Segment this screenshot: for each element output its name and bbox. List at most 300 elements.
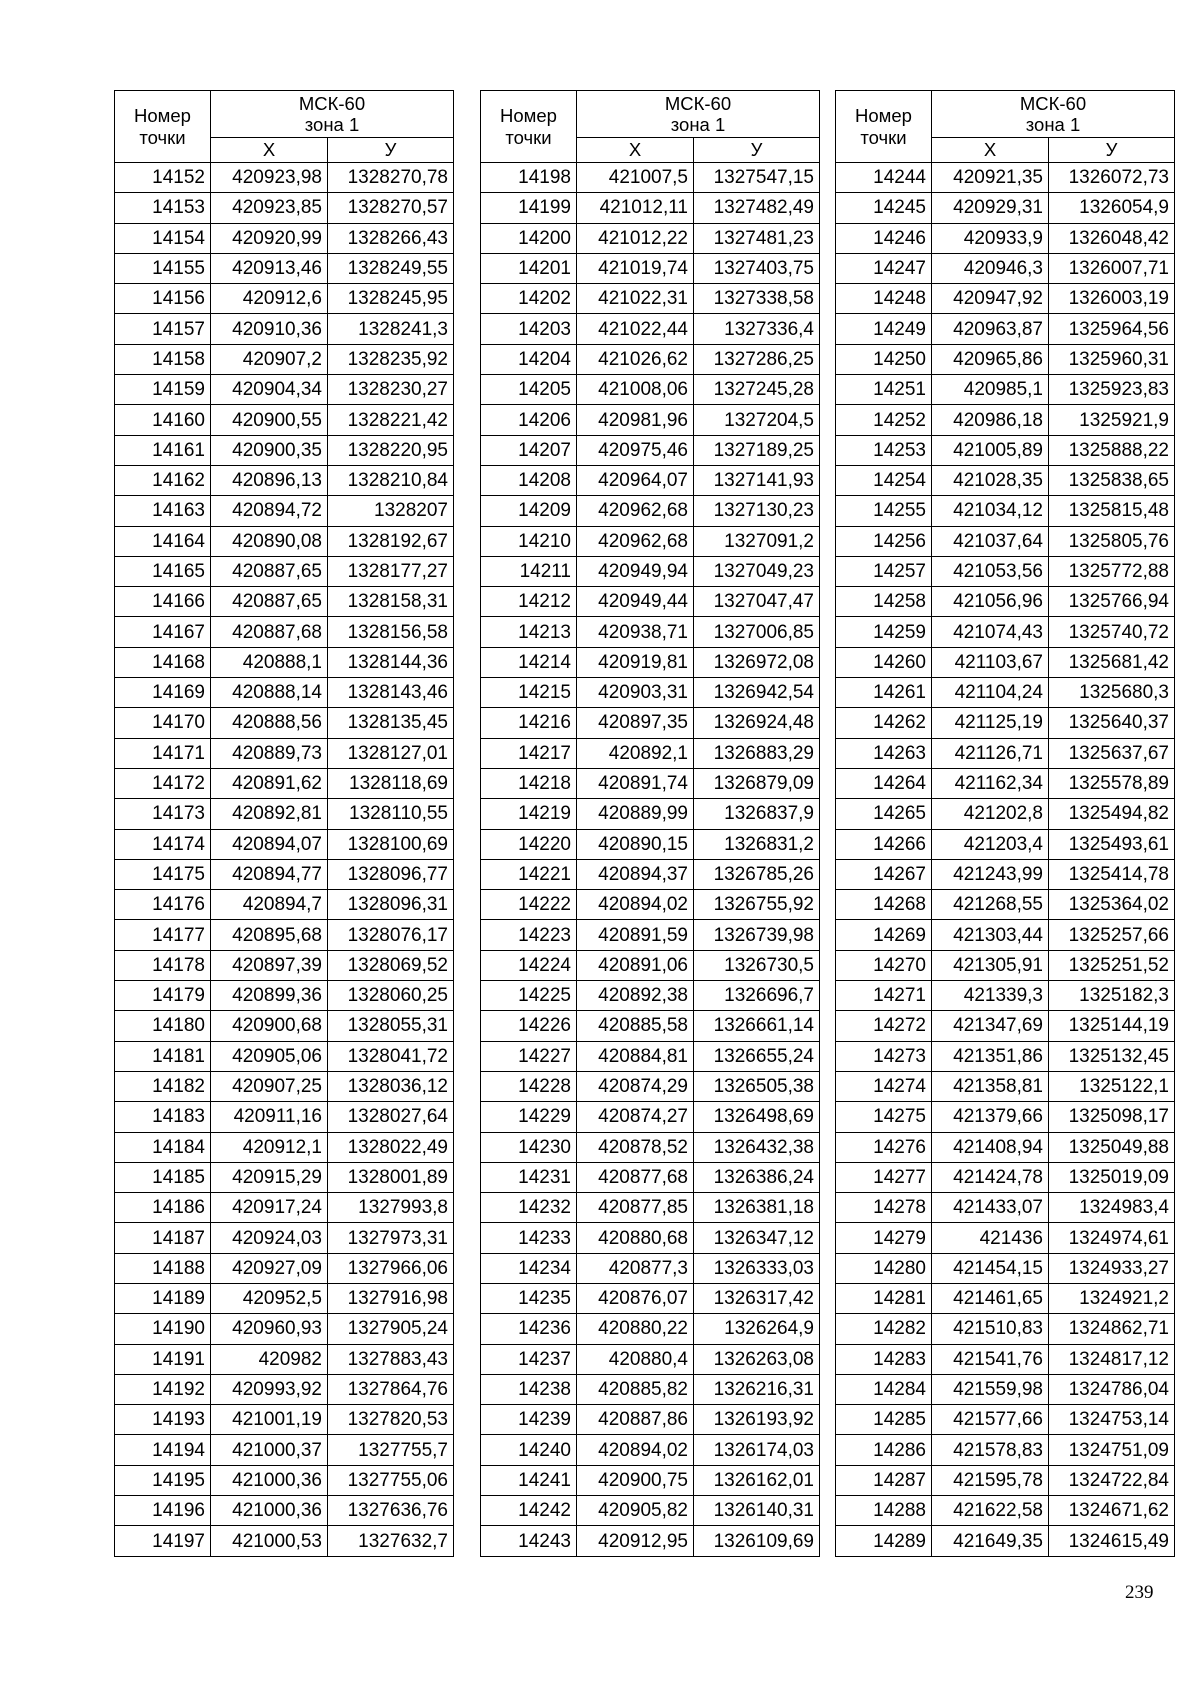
y-coordinate-cell: 1326661,14 xyxy=(694,1011,820,1041)
y-coordinate-cell: 1327338,58 xyxy=(694,284,820,314)
x-coordinate-cell: 420986,18 xyxy=(932,405,1049,435)
x-coordinate-cell: 421339,3 xyxy=(932,981,1049,1011)
point-number-cell: 14273 xyxy=(836,1041,932,1071)
y-coordinate-cell: 1327632,7 xyxy=(328,1526,454,1556)
point-number-cell: 14252 xyxy=(836,405,932,435)
y-coordinate-cell: 1328118,69 xyxy=(328,768,454,798)
y-coordinate-cell: 1326655,24 xyxy=(694,1041,820,1071)
table-row xyxy=(115,405,454,435)
x-coordinate-cell: 421037,64 xyxy=(932,526,1049,556)
x-coordinate-cell: 421577,66 xyxy=(932,1405,1049,1435)
x-coordinate-cell: 420993,92 xyxy=(211,1374,328,1404)
point-number-cell: 14239 xyxy=(481,1405,577,1435)
y-coordinate-cell: 1326837,9 xyxy=(694,799,820,829)
table-row xyxy=(481,1435,820,1465)
x-coordinate-cell: 421578,83 xyxy=(932,1435,1049,1465)
point-number-cell: 14219 xyxy=(481,799,577,829)
x-coordinate-cell: 420891,59 xyxy=(577,920,694,950)
point-number-cell: 14221 xyxy=(481,859,577,889)
page-number: 239 xyxy=(1125,1582,1154,1603)
x-coordinate-cell: 420985,1 xyxy=(932,375,1049,405)
x-coordinate-cell: 420880,22 xyxy=(577,1314,694,1344)
table-row xyxy=(481,708,820,738)
table-row xyxy=(481,1253,820,1283)
table-row xyxy=(481,617,820,647)
table-row xyxy=(836,950,1175,980)
table-row xyxy=(481,375,820,405)
x-coordinate-cell: 420880,4 xyxy=(577,1344,694,1374)
point-number-cell: 14243 xyxy=(481,1526,577,1556)
table-row xyxy=(836,1496,1175,1526)
y-coordinate-cell: 1325923,83 xyxy=(1049,375,1175,405)
x-coordinate-cell: 421424,78 xyxy=(932,1162,1049,1192)
table-row xyxy=(115,678,454,708)
x-coordinate-cell: 420897,39 xyxy=(211,950,328,980)
table-row xyxy=(836,981,1175,1011)
point-number-cell: 14175 xyxy=(115,859,211,889)
x-coordinate-cell: 421162,34 xyxy=(932,768,1049,798)
y-coordinate-cell: 1324933,27 xyxy=(1049,1253,1175,1283)
y-coordinate-cell: 1326498,69 xyxy=(694,1102,820,1132)
point-number-cell: 14197 xyxy=(115,1526,211,1556)
x-coordinate-cell: 420887,68 xyxy=(211,617,328,647)
y-coordinate-cell: 1328235,92 xyxy=(328,344,454,374)
y-coordinate-cell: 1325815,48 xyxy=(1049,496,1175,526)
y-coordinate-cell: 1325182,3 xyxy=(1049,981,1175,1011)
table-row xyxy=(115,1071,454,1101)
table-row xyxy=(481,890,820,920)
table-row xyxy=(115,344,454,374)
table-row xyxy=(836,768,1175,798)
y-coordinate-cell: 1328221,42 xyxy=(328,405,454,435)
table-row xyxy=(115,1526,454,1556)
x-coordinate-cell: 421022,31 xyxy=(577,284,694,314)
y-coordinate-cell: 1327820,53 xyxy=(328,1405,454,1435)
y-coordinate-cell: 1327047,47 xyxy=(694,587,820,617)
y-coordinate-cell: 1327973,31 xyxy=(328,1223,454,1253)
point-number-cell: 14257 xyxy=(836,556,932,586)
y-coordinate-cell: 1328156,58 xyxy=(328,617,454,647)
x-coordinate-cell: 420912,95 xyxy=(577,1526,694,1556)
point-number-cell: 14244 xyxy=(836,163,932,193)
x-coordinate-cell: 420938,71 xyxy=(577,617,694,647)
table-row xyxy=(836,1344,1175,1374)
point-number-cell: 14187 xyxy=(115,1223,211,1253)
point-number-cell: 14155 xyxy=(115,253,211,283)
y-coordinate-cell: 1327905,24 xyxy=(328,1314,454,1344)
x-coordinate-cell: 421436 xyxy=(932,1223,1049,1253)
table-row xyxy=(481,1071,820,1101)
x-coordinate-cell: 420876,07 xyxy=(577,1283,694,1313)
x-coordinate-cell: 420888,1 xyxy=(211,647,328,677)
point-number-cell: 14166 xyxy=(115,587,211,617)
x-coordinate-cell: 421559,98 xyxy=(932,1374,1049,1404)
y-coordinate-cell: 1326730,5 xyxy=(694,950,820,980)
table-row xyxy=(481,193,820,223)
x-coordinate-cell: 420892,81 xyxy=(211,799,328,829)
table-row xyxy=(481,1132,820,1162)
point-number-cell: 14262 xyxy=(836,708,932,738)
x-coordinate-cell: 420889,99 xyxy=(577,799,694,829)
table-row xyxy=(481,647,820,677)
table-row xyxy=(115,1283,454,1313)
point-number-cell: 14172 xyxy=(115,768,211,798)
table-row xyxy=(836,1132,1175,1162)
table-row xyxy=(115,799,454,829)
point-number-cell: 14233 xyxy=(481,1223,577,1253)
table-row xyxy=(481,1162,820,1192)
point-number-cell: 14191 xyxy=(115,1344,211,1374)
y-coordinate-cell: 1326785,26 xyxy=(694,859,820,889)
x-coordinate-cell: 420892,1 xyxy=(577,738,694,768)
table-row xyxy=(115,1223,454,1253)
table-row xyxy=(836,526,1175,556)
point-number-cell: 14246 xyxy=(836,223,932,253)
table-row xyxy=(115,617,454,647)
table-row xyxy=(481,1011,820,1041)
table-row xyxy=(836,1526,1175,1556)
table-row xyxy=(836,556,1175,586)
y-coordinate-cell: 1326109,69 xyxy=(694,1526,820,1556)
point-number-cell: 14192 xyxy=(115,1374,211,1404)
y-coordinate-cell: 1325964,56 xyxy=(1049,314,1175,344)
table-row xyxy=(836,678,1175,708)
point-number-cell: 14189 xyxy=(115,1283,211,1313)
x-coordinate-cell: 421007,5 xyxy=(577,163,694,193)
header-point-number: Номер точки xyxy=(481,91,577,163)
table-row xyxy=(836,617,1175,647)
x-coordinate-cell: 421103,67 xyxy=(932,647,1049,677)
point-number-cell: 14180 xyxy=(115,1011,211,1041)
point-number-cell: 14210 xyxy=(481,526,577,556)
x-coordinate-cell: 421028,35 xyxy=(932,465,1049,495)
x-coordinate-cell: 420891,06 xyxy=(577,950,694,980)
x-coordinate-cell: 420885,58 xyxy=(577,1011,694,1041)
x-coordinate-cell: 420894,02 xyxy=(577,1435,694,1465)
table-row xyxy=(481,829,820,859)
x-coordinate-cell: 420892,38 xyxy=(577,981,694,1011)
header-x: Х xyxy=(932,138,1049,163)
table-row xyxy=(115,526,454,556)
x-coordinate-cell: 421305,91 xyxy=(932,950,1049,980)
y-coordinate-cell: 1328096,31 xyxy=(328,890,454,920)
point-number-cell: 14190 xyxy=(115,1314,211,1344)
y-coordinate-cell: 1325680,3 xyxy=(1049,678,1175,708)
x-coordinate-cell: 421358,81 xyxy=(932,1071,1049,1101)
y-coordinate-cell: 1327204,5 xyxy=(694,405,820,435)
y-coordinate-cell: 1326317,42 xyxy=(694,1283,820,1313)
y-coordinate-cell: 1325132,45 xyxy=(1049,1041,1175,1071)
point-number-cell: 14240 xyxy=(481,1435,577,1465)
x-coordinate-cell: 420912,6 xyxy=(211,284,328,314)
y-coordinate-cell: 1325888,22 xyxy=(1049,435,1175,465)
point-number-cell: 14164 xyxy=(115,526,211,556)
x-coordinate-cell: 421012,11 xyxy=(577,193,694,223)
table-row xyxy=(115,829,454,859)
y-coordinate-cell: 1327755,06 xyxy=(328,1465,454,1495)
y-coordinate-cell: 1327916,98 xyxy=(328,1283,454,1313)
table-row xyxy=(836,1405,1175,1435)
point-number-cell: 14217 xyxy=(481,738,577,768)
table-row xyxy=(836,1374,1175,1404)
table-row xyxy=(481,587,820,617)
point-number-cell: 14220 xyxy=(481,829,577,859)
table-row xyxy=(836,708,1175,738)
y-coordinate-cell: 1328207 xyxy=(328,496,454,526)
point-number-cell: 14195 xyxy=(115,1465,211,1495)
y-coordinate-cell: 1325681,42 xyxy=(1049,647,1175,677)
y-coordinate-cell: 1324751,09 xyxy=(1049,1435,1175,1465)
point-number-cell: 14176 xyxy=(115,890,211,920)
y-coordinate-cell: 1328027,64 xyxy=(328,1102,454,1132)
point-number-cell: 14231 xyxy=(481,1162,577,1192)
y-coordinate-cell: 1326505,38 xyxy=(694,1071,820,1101)
point-number-cell: 14268 xyxy=(836,890,932,920)
y-coordinate-cell: 1325805,76 xyxy=(1049,526,1175,556)
point-number-cell: 14271 xyxy=(836,981,932,1011)
table-row xyxy=(115,1496,454,1526)
table-row xyxy=(836,920,1175,950)
point-number-cell: 14193 xyxy=(115,1405,211,1435)
y-coordinate-cell: 1326003,19 xyxy=(1049,284,1175,314)
point-number-cell: 14275 xyxy=(836,1102,932,1132)
y-coordinate-cell: 1328220,95 xyxy=(328,435,454,465)
table-row xyxy=(836,1162,1175,1192)
x-coordinate-cell: 420890,08 xyxy=(211,526,328,556)
y-coordinate-cell: 1324921,2 xyxy=(1049,1283,1175,1313)
point-number-cell: 14160 xyxy=(115,405,211,435)
y-coordinate-cell: 1326263,08 xyxy=(694,1344,820,1374)
x-coordinate-cell: 421000,36 xyxy=(211,1496,328,1526)
point-number-cell: 14264 xyxy=(836,768,932,798)
x-coordinate-cell: 420874,29 xyxy=(577,1071,694,1101)
point-number-cell: 14218 xyxy=(481,768,577,798)
table-row xyxy=(836,1465,1175,1495)
x-coordinate-cell: 420920,99 xyxy=(211,223,328,253)
x-coordinate-cell: 420911,16 xyxy=(211,1102,328,1132)
y-coordinate-cell: 1326755,92 xyxy=(694,890,820,920)
point-number-cell: 14286 xyxy=(836,1435,932,1465)
y-coordinate-cell: 1326193,92 xyxy=(694,1405,820,1435)
y-coordinate-cell: 1326432,38 xyxy=(694,1132,820,1162)
point-number-cell: 14207 xyxy=(481,435,577,465)
y-coordinate-cell: 1328001,89 xyxy=(328,1162,454,1192)
point-number-cell: 14174 xyxy=(115,829,211,859)
point-number-cell: 14245 xyxy=(836,193,932,223)
y-coordinate-cell: 1327189,25 xyxy=(694,435,820,465)
table-row xyxy=(836,375,1175,405)
y-coordinate-cell: 1328266,43 xyxy=(328,223,454,253)
y-coordinate-cell: 1326048,42 xyxy=(1049,223,1175,253)
point-number-cell: 14247 xyxy=(836,253,932,283)
table-row xyxy=(115,496,454,526)
y-coordinate-cell: 1327481,23 xyxy=(694,223,820,253)
point-number-cell: 14253 xyxy=(836,435,932,465)
x-coordinate-cell: 421104,24 xyxy=(932,678,1049,708)
table-row xyxy=(836,314,1175,344)
table-row xyxy=(115,465,454,495)
y-coordinate-cell: 1325960,31 xyxy=(1049,344,1175,374)
point-number-cell: 14204 xyxy=(481,344,577,374)
point-number-cell: 14241 xyxy=(481,1465,577,1495)
y-coordinate-cell: 1327141,93 xyxy=(694,465,820,495)
point-number-cell: 14154 xyxy=(115,223,211,253)
table-row xyxy=(481,768,820,798)
y-coordinate-cell: 1326381,18 xyxy=(694,1193,820,1223)
point-number-cell: 14229 xyxy=(481,1102,577,1132)
y-coordinate-cell: 1328158,31 xyxy=(328,587,454,617)
point-number-cell: 14188 xyxy=(115,1253,211,1283)
point-number-cell: 14186 xyxy=(115,1193,211,1223)
header-coordinate-system: МСК-60 зона 1 xyxy=(932,91,1175,138)
point-number-cell: 14277 xyxy=(836,1162,932,1192)
table-row xyxy=(115,920,454,950)
y-coordinate-cell: 1328249,55 xyxy=(328,253,454,283)
x-coordinate-cell: 421408,94 xyxy=(932,1132,1049,1162)
point-number-cell: 14199 xyxy=(481,193,577,223)
point-number-cell: 14208 xyxy=(481,465,577,495)
y-coordinate-cell: 1324753,14 xyxy=(1049,1405,1175,1435)
point-number-cell: 14251 xyxy=(836,375,932,405)
point-number-cell: 14237 xyxy=(481,1344,577,1374)
x-coordinate-cell: 420963,87 xyxy=(932,314,1049,344)
x-coordinate-cell: 420907,25 xyxy=(211,1071,328,1101)
y-coordinate-cell: 1327864,76 xyxy=(328,1374,454,1404)
y-coordinate-cell: 1325019,09 xyxy=(1049,1162,1175,1192)
point-number-cell: 14255 xyxy=(836,496,932,526)
table-row xyxy=(481,1374,820,1404)
table-row xyxy=(481,435,820,465)
x-coordinate-cell: 420894,02 xyxy=(577,890,694,920)
x-coordinate-cell: 420981,96 xyxy=(577,405,694,435)
table-row xyxy=(115,859,454,889)
y-coordinate-cell: 1328143,46 xyxy=(328,678,454,708)
table-row xyxy=(115,1162,454,1192)
x-coordinate-cell: 420923,98 xyxy=(211,163,328,193)
y-coordinate-cell: 1327286,25 xyxy=(694,344,820,374)
y-coordinate-cell: 1324786,04 xyxy=(1049,1374,1175,1404)
point-number-cell: 14266 xyxy=(836,829,932,859)
header-y: У xyxy=(328,138,454,163)
table-row xyxy=(115,375,454,405)
y-coordinate-cell: 1326007,71 xyxy=(1049,253,1175,283)
table-row xyxy=(115,1132,454,1162)
x-coordinate-cell: 420885,82 xyxy=(577,1374,694,1404)
x-coordinate-cell: 420895,68 xyxy=(211,920,328,950)
y-coordinate-cell: 1326054,9 xyxy=(1049,193,1175,223)
point-number-cell: 14202 xyxy=(481,284,577,314)
x-coordinate-cell: 420887,86 xyxy=(577,1405,694,1435)
x-coordinate-cell: 420929,31 xyxy=(932,193,1049,223)
x-coordinate-cell: 420952,5 xyxy=(211,1283,328,1313)
x-coordinate-cell: 421000,53 xyxy=(211,1526,328,1556)
y-coordinate-cell: 1325578,89 xyxy=(1049,768,1175,798)
x-coordinate-cell: 420903,31 xyxy=(577,678,694,708)
y-coordinate-cell: 1325049,88 xyxy=(1049,1132,1175,1162)
table-row xyxy=(115,708,454,738)
table-row xyxy=(836,1011,1175,1041)
y-coordinate-cell: 1327636,76 xyxy=(328,1496,454,1526)
x-coordinate-cell: 420900,35 xyxy=(211,435,328,465)
y-coordinate-cell: 1325637,67 xyxy=(1049,738,1175,768)
x-coordinate-cell: 420900,68 xyxy=(211,1011,328,1041)
x-coordinate-cell: 420888,14 xyxy=(211,678,328,708)
x-coordinate-cell: 421012,22 xyxy=(577,223,694,253)
point-number-cell: 14184 xyxy=(115,1132,211,1162)
table-row xyxy=(481,405,820,435)
table-row xyxy=(115,587,454,617)
table-row xyxy=(481,1344,820,1374)
table-row xyxy=(115,1374,454,1404)
table-row xyxy=(836,859,1175,889)
x-coordinate-cell: 421026,62 xyxy=(577,344,694,374)
point-number-cell: 14274 xyxy=(836,1071,932,1101)
point-number-cell: 14269 xyxy=(836,920,932,950)
y-coordinate-cell: 1326972,08 xyxy=(694,647,820,677)
table-row xyxy=(836,799,1175,829)
x-coordinate-cell: 421510,83 xyxy=(932,1314,1049,1344)
y-coordinate-cell: 1326140,31 xyxy=(694,1496,820,1526)
y-coordinate-cell: 1326942,54 xyxy=(694,678,820,708)
point-number-cell: 14162 xyxy=(115,465,211,495)
y-coordinate-cell: 1324817,12 xyxy=(1049,1344,1175,1374)
x-coordinate-cell: 421461,65 xyxy=(932,1283,1049,1313)
point-number-cell: 14216 xyxy=(481,708,577,738)
y-coordinate-cell: 1325921,9 xyxy=(1049,405,1175,435)
x-coordinate-cell: 420887,65 xyxy=(211,556,328,586)
y-coordinate-cell: 1327403,75 xyxy=(694,253,820,283)
y-coordinate-cell: 1326696,7 xyxy=(694,981,820,1011)
table-row xyxy=(836,435,1175,465)
x-coordinate-cell: 421541,76 xyxy=(932,1344,1049,1374)
y-coordinate-cell: 1326386,24 xyxy=(694,1162,820,1192)
y-coordinate-cell: 1328241,3 xyxy=(328,314,454,344)
x-coordinate-cell: 421019,74 xyxy=(577,253,694,283)
x-coordinate-cell: 420962,68 xyxy=(577,526,694,556)
table-row xyxy=(836,1041,1175,1071)
point-number-cell: 14198 xyxy=(481,163,577,193)
x-coordinate-cell: 420894,37 xyxy=(577,859,694,889)
y-coordinate-cell: 1327966,06 xyxy=(328,1253,454,1283)
table-row xyxy=(836,496,1175,526)
table-row xyxy=(115,223,454,253)
y-coordinate-cell: 1326162,01 xyxy=(694,1465,820,1495)
table-row xyxy=(481,1496,820,1526)
y-coordinate-cell: 1324722,84 xyxy=(1049,1465,1175,1495)
point-number-cell: 14250 xyxy=(836,344,932,374)
point-number-cell: 14232 xyxy=(481,1193,577,1223)
point-number-cell: 14209 xyxy=(481,496,577,526)
table-row xyxy=(115,435,454,465)
header-point-number: Номер точки xyxy=(836,91,932,163)
point-number-cell: 14227 xyxy=(481,1041,577,1071)
point-number-cell: 14222 xyxy=(481,890,577,920)
y-coordinate-cell: 1327482,49 xyxy=(694,193,820,223)
point-number-cell: 14248 xyxy=(836,284,932,314)
x-coordinate-cell: 421351,86 xyxy=(932,1041,1049,1071)
table-row xyxy=(481,799,820,829)
y-coordinate-cell: 1328055,31 xyxy=(328,1011,454,1041)
point-number-cell: 14270 xyxy=(836,950,932,980)
table-row xyxy=(836,253,1175,283)
y-coordinate-cell: 1325251,52 xyxy=(1049,950,1175,980)
x-coordinate-cell: 420912,1 xyxy=(211,1132,328,1162)
table-row xyxy=(115,890,454,920)
point-number-cell: 14230 xyxy=(481,1132,577,1162)
point-number-cell: 14196 xyxy=(115,1496,211,1526)
y-coordinate-cell: 1328076,17 xyxy=(328,920,454,950)
table-row xyxy=(481,163,820,193)
